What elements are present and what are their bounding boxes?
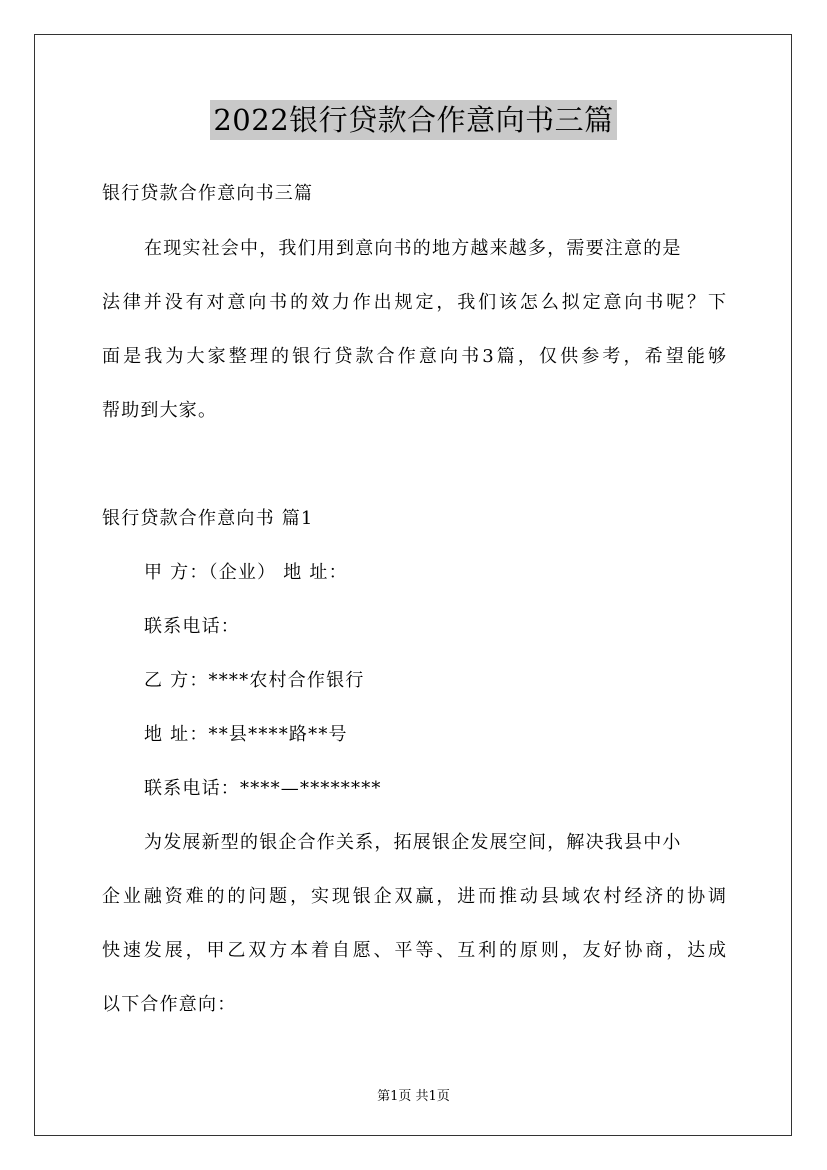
intro-line-2: 法律并没有对意向书的效力作出规定，我们该怎么拟定意向书呢？下 <box>102 292 726 313</box>
party-b-line: 乙 方：****农村合作银行 <box>144 670 365 691</box>
party-a-phone-line: 联系电话： <box>144 616 240 637</box>
party-b-address-line: 地 址：**县****路**号 <box>144 724 348 745</box>
section-heading: 银行贷款合作意向书 篇1 <box>102 508 314 529</box>
intro-line-1: 在现实社会中，我们用到意向书的地方越来越多，需要注意的是 <box>144 238 682 259</box>
body-line-3: 快速发展，甲乙双方本着自愿、平等、互利的原则，友好协商，达成 <box>102 940 726 961</box>
title-container <box>0 100 827 140</box>
intro-line-3: 面是我为大家整理的银行贷款合作意向书3篇，仅供参考，希望能够 <box>102 346 726 367</box>
page-footer: 第1页 共1页 <box>377 1089 450 1104</box>
body-line-1: 为发展新型的银企合作关系，拓展银企发展空间，解决我县中小 <box>144 832 682 853</box>
party-a-line: 甲 方：（企业） 地 址： <box>144 562 348 583</box>
body-line-4: 以下合作意向： <box>102 994 237 1015</box>
intro-line-4: 帮助到大家。 <box>102 400 218 421</box>
body-line-2: 企业融资难的的问题，实现银企双赢，进而推动县域农村经济的协调 <box>102 886 726 907</box>
document-title: 2022银行贷款合作意向书三篇 <box>210 100 616 140</box>
party-b-phone-line: 联系电话：****—******** <box>144 778 382 799</box>
document-subtitle: 银行贷款合作意向书三篇 <box>102 183 314 204</box>
